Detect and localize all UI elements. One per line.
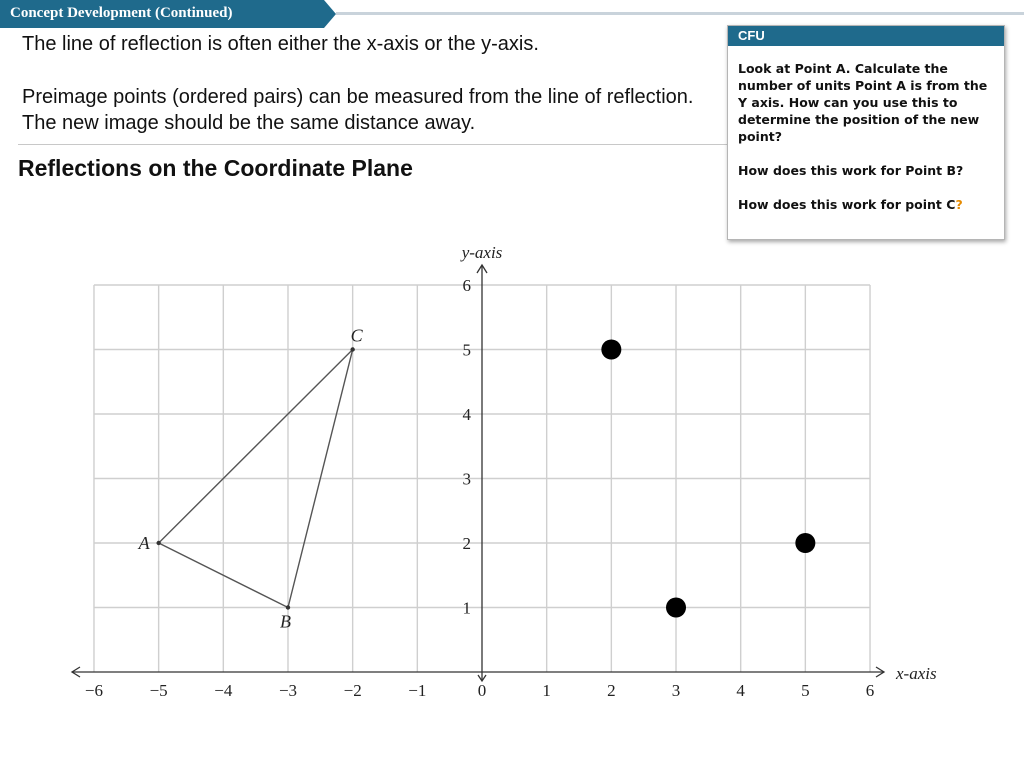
x-tick-label: −1 bbox=[408, 681, 427, 700]
x-tick-label: −4 bbox=[214, 681, 233, 700]
y-tick-label: 3 bbox=[462, 469, 471, 489]
x-tick-label: 5 bbox=[801, 681, 810, 700]
x-tick-label: 3 bbox=[671, 681, 681, 700]
image-point-marker bbox=[601, 340, 621, 360]
x-tick-label: −2 bbox=[343, 681, 362, 700]
y-tick-label: 6 bbox=[462, 276, 471, 295]
x-tick-label: 1 bbox=[542, 681, 551, 700]
intro-text-line-of-reflection: The line of reflection is often either the x-axis or the y-axis. bbox=[22, 33, 539, 55]
y-tick-label: 1 bbox=[462, 598, 471, 618]
vertex-point-b bbox=[286, 605, 290, 609]
x-tick-label: 4 bbox=[736, 681, 745, 700]
x-axis-label: x-axis bbox=[896, 664, 937, 683]
vertex-label-c: C bbox=[350, 325, 363, 346]
y-axis-label: y-axis bbox=[461, 243, 503, 262]
image-point-marker bbox=[795, 533, 815, 553]
y-tick-label: 4 bbox=[462, 405, 471, 424]
vertex-label-a: A bbox=[138, 533, 150, 553]
y-tick-label: 5 bbox=[462, 340, 471, 360]
intro-text-preimage-points: Preimage points (ordered pairs) can be measured from the line of reflection. The new image should be the same distance away. bbox=[22, 86, 694, 134]
y-tick-label: 2 bbox=[462, 534, 471, 553]
vertex-point-a bbox=[156, 541, 160, 545]
image-point-marker bbox=[666, 598, 686, 618]
cfu-question-mark: ? bbox=[955, 197, 963, 212]
x-tick-label: −5 bbox=[149, 681, 168, 700]
x-tick-label: 0 bbox=[477, 681, 487, 700]
cfu-title: CFU bbox=[728, 26, 1004, 46]
vertex-label-b: B bbox=[279, 611, 291, 632]
x-tick-label: 2 bbox=[607, 681, 616, 700]
cfu-question-c-text: How does this work for point C bbox=[738, 197, 956, 212]
x-tick-label: −6 bbox=[84, 681, 104, 700]
cfu-question-point-a: Look at Point A. Calculate the number of units Point A is from the Y axis. How can you use this to determine the position of the new point? bbox=[738, 61, 988, 144]
header-title: Concept Development (Continued) bbox=[10, 5, 233, 21]
x-tick-label: 6 bbox=[865, 681, 875, 700]
cfu-question-point-b: How does this work for Point B? bbox=[738, 163, 964, 178]
section-title: Reflections on the Coordinate Plane bbox=[18, 155, 413, 181]
x-tick-label: −3 bbox=[278, 681, 298, 700]
vertex-point-c bbox=[350, 347, 354, 351]
